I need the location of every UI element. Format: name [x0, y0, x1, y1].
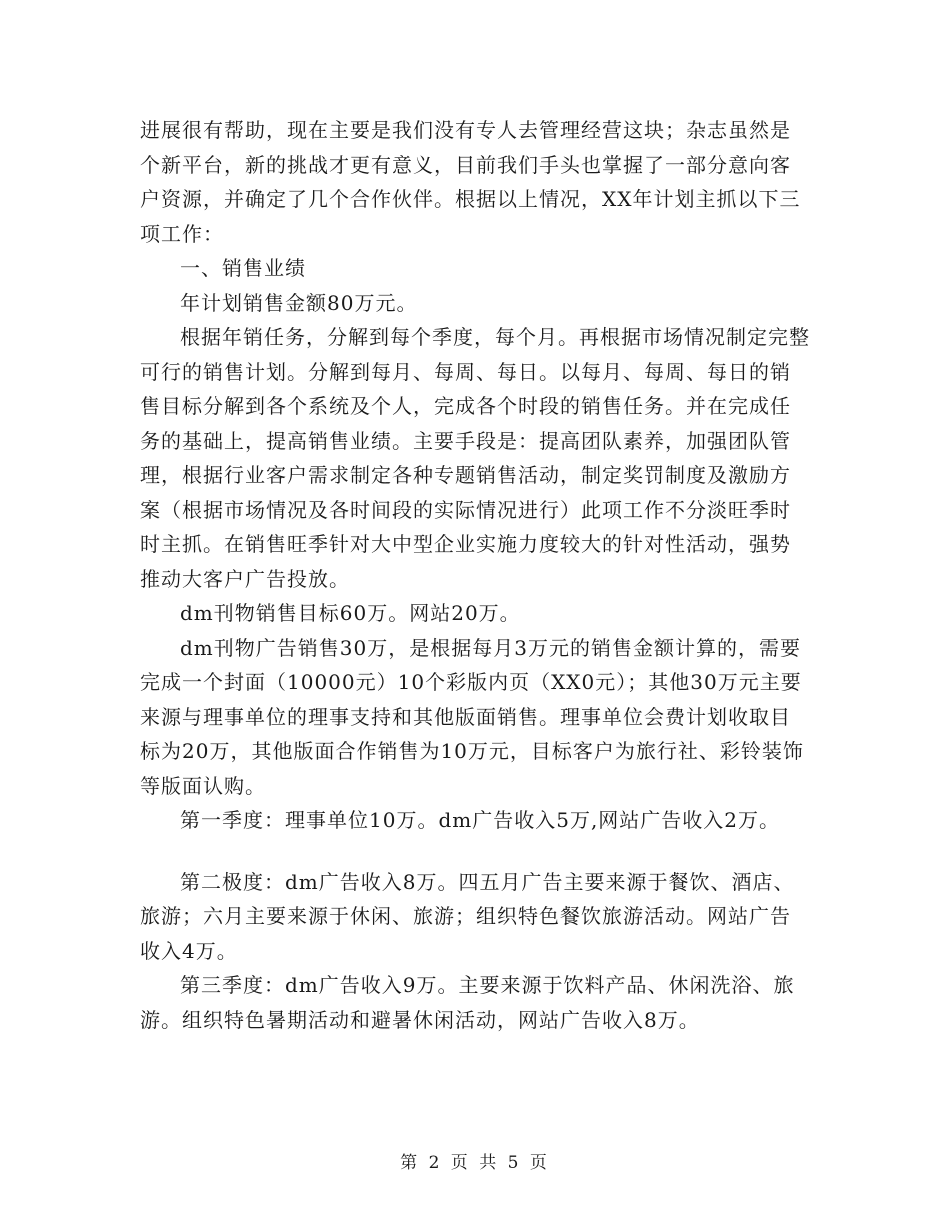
document-body: [140, 113, 810, 1037]
paragraph-q1: 第一季度：理事单位10万。dm广告收入5万,网站广告收入2万。: [180, 808, 781, 832]
page-number-footer: 第 2 页 共 5 页: [400, 1153, 550, 1173]
paragraph-q2: 第二极度：dm广告收入8万。四五月广告主要来源于餐饮、酒店、旅游；六月主要来源于休闲、旅游；组织特色餐饮旅游活动。网站广告收入4万。: [140, 869, 795, 963]
paragraph-dm-breakdown: dm刊物广告销售30万，是根据每月3万元的销售金额计算的，需要完成一个封面（10000元）10个彩版内页（XX0元）；其他30万元主要来源与理事单位的理事支持和其他版面销售。理事单位会费计划收取目标为20万，其他版面合作销售为10万元，目标客户为旅行社、彩铃装饰等版面认购。: [140, 635, 804, 798]
paragraph-intro: 进展很有帮助，现在主要是我们没有专人去管理经营这块；杂志虽然是个新平台，新的挑战才更有意义，目前我们手头也掌握了一部分意向客户资源，并确定了几个合作伙伴。根据以上情况，XX年计划主抓以下三项工作：: [140, 118, 801, 246]
section-heading-sales: 一、销售业绩: [180, 256, 306, 280]
paragraph-annual-target: 年计划销售金额80万元。: [180, 290, 418, 315]
paragraph-q3: 第三季度：dm广告收入9万。主要来源于饮料产品、休闲洗浴、旅游。组织特色暑期活动和避暑休闲活动，网站广告收入8万。: [140, 973, 795, 1032]
paragraph-dm-target: dm刊物销售目标60万。网站20万。: [180, 601, 521, 625]
paragraph-sales-plan: 根据年销任务，分解到每个季度，每个月。再根据市场情况制定完整可行的销售计划。分解到每月、每周、每日。以每月、每周、每日的销售目标分解到各个系统及个人，完成各个时段的销售任务。并在完成任务的基础上，提高销售业绩。主要手段是：提高团队素养，加强团队管理，根据行业客户需求制定各种专题销售活动，制定奖罚制度及激励方案（根据市场情况及各时间段的实际情况进行）此项工作不分淡旺季时时主抓。在销售旺季针对大中型企业实施力度较大的针对性活动，强势推动大客户广告投放。: [140, 325, 810, 591]
